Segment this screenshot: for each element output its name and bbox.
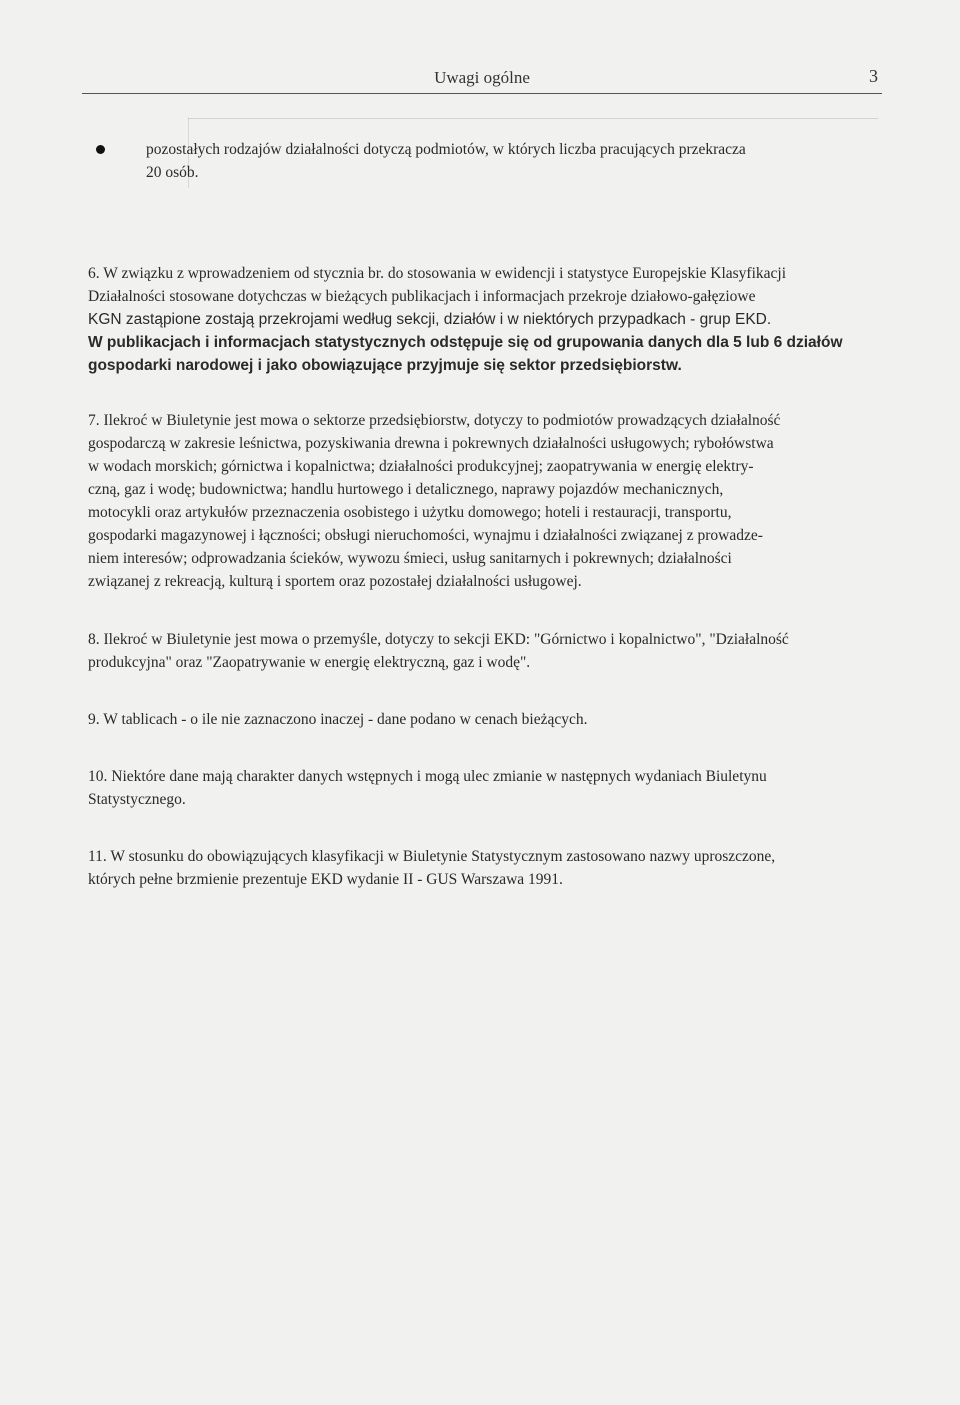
bullet-dot-icon <box>96 145 105 154</box>
paragraph-6-line-5: gospodarki narodowej i jako obowiązujące przyjmuje się sektor przedsiębiorstw. <box>88 357 682 374</box>
paragraph-7 <box>88 409 880 593</box>
paragraph-7-line-8: związanej z rekreacją, kulturą i sportem oraz pozostałej działalności usługowej. <box>88 573 582 590</box>
paragraph-10-line-2: Statystycznego. <box>88 791 186 808</box>
paragraph-7-line-4: czną, gaz i wodę; budownictwa; handlu hurtowego i detalicznego, naprawy pojazdów mechanicznych, <box>88 481 724 498</box>
header-divider <box>82 93 882 94</box>
paragraph-11-line-2: których pełne brzmienie prezentuje EKD wydanie II - GUS Warszawa 1991. <box>88 871 563 888</box>
paragraph-9 <box>88 708 880 731</box>
header-title: Uwagi ogólne <box>434 68 530 87</box>
paragraph-8-line-2: produkcyjna" oraz "Zaopatrywanie w energię elektryczną, gaz i wodę". <box>88 654 531 671</box>
paragraph-11-line-1: 11. W stosunku do obowiązujących klasyfikacji w Biuletynie Statystycznym zastosowano nazwy uproszczone, <box>88 848 776 865</box>
paragraph-7-line-5: motocykli oraz artykułów przeznaczenia osobistego i użytku domowego; hoteli i restauracji, transportu, <box>88 504 732 521</box>
paragraph-10 <box>88 765 880 811</box>
paragraph-6 <box>88 262 880 377</box>
paragraph-9-line-1: 9. W tablicach - o ile nie zaznaczono inaczej - dane podano w cenach bieżących. <box>88 711 588 728</box>
paragraph-11 <box>88 845 880 891</box>
paragraph-8 <box>88 628 880 674</box>
paragraph-6-line-1: 6. W związku z wprowadzeniem od stycznia br. do stosowania w ewidencji i statystyce Europejskie Klasyfikacji <box>88 265 787 282</box>
paragraph-7-line-2: gospodarczą w zakresie leśnictwa, pozyskiwania drewna i pokrewnych działalności usługowych; rybołówstwa <box>88 435 774 452</box>
paragraph-7-line-7: niem interesów; odprowadzania ścieków, wywozu śmieci, usług sanitarnych i pokrewnych; działalności <box>88 550 732 567</box>
bullet-line-1: pozostałych rodzajów działalności dotyczą podmiotów, w których liczba pracujących przekracza <box>146 141 746 158</box>
bullet-paragraph <box>110 138 882 184</box>
bullet-line-2: 20 osób. <box>146 164 199 181</box>
paragraph-6-line-2: Działalności stosowane dotychczas w bieżących publikacjach i informacjach przekroje działowo-gałęziowe <box>88 288 756 305</box>
paragraph-7-line-6: gospodarki magazynowej i łączności; obsługi nieruchomości, wynajmu i działalności związanej z prowadze- <box>88 527 763 544</box>
paragraph-6-line-4: W publikacjach i informacjach statystycznych odstępuje się od grupowania danych dla 5 lub 6 działów <box>88 334 843 351</box>
paragraph-8-line-1: 8. Ilekroć w Biuletynie jest mowa o przemyśle, dotyczy to sekcji EKD: "Górnictwo i kopalnictwo", "Działalność <box>88 631 789 648</box>
bleed-through-rule <box>188 118 878 119</box>
paragraph-10-line-1: 10. Niektóre dane mają charakter danych wstępnych i mogą ulec zmianie w następnych wydaniach Biuletynu <box>88 768 767 785</box>
paragraph-7-line-1: 7. Ilekroć w Biuletynie jest mowa o sektorze przedsiębiorstw, dotyczy to podmiotów prowadzących działalność <box>88 412 781 429</box>
page-header <box>82 66 882 92</box>
page-number: 3 <box>869 66 878 86</box>
paragraph-6-line-3: KGN zastąpione zostają przekrojami według sekcji, działów i w niektórych przypadkach - grup EKD. <box>88 311 772 328</box>
paragraph-7-line-3: w wodach morskich; górnictwa i kopalnictwa; działalności produkcyjnej; zaopatrywania w energię elektry- <box>88 458 754 475</box>
